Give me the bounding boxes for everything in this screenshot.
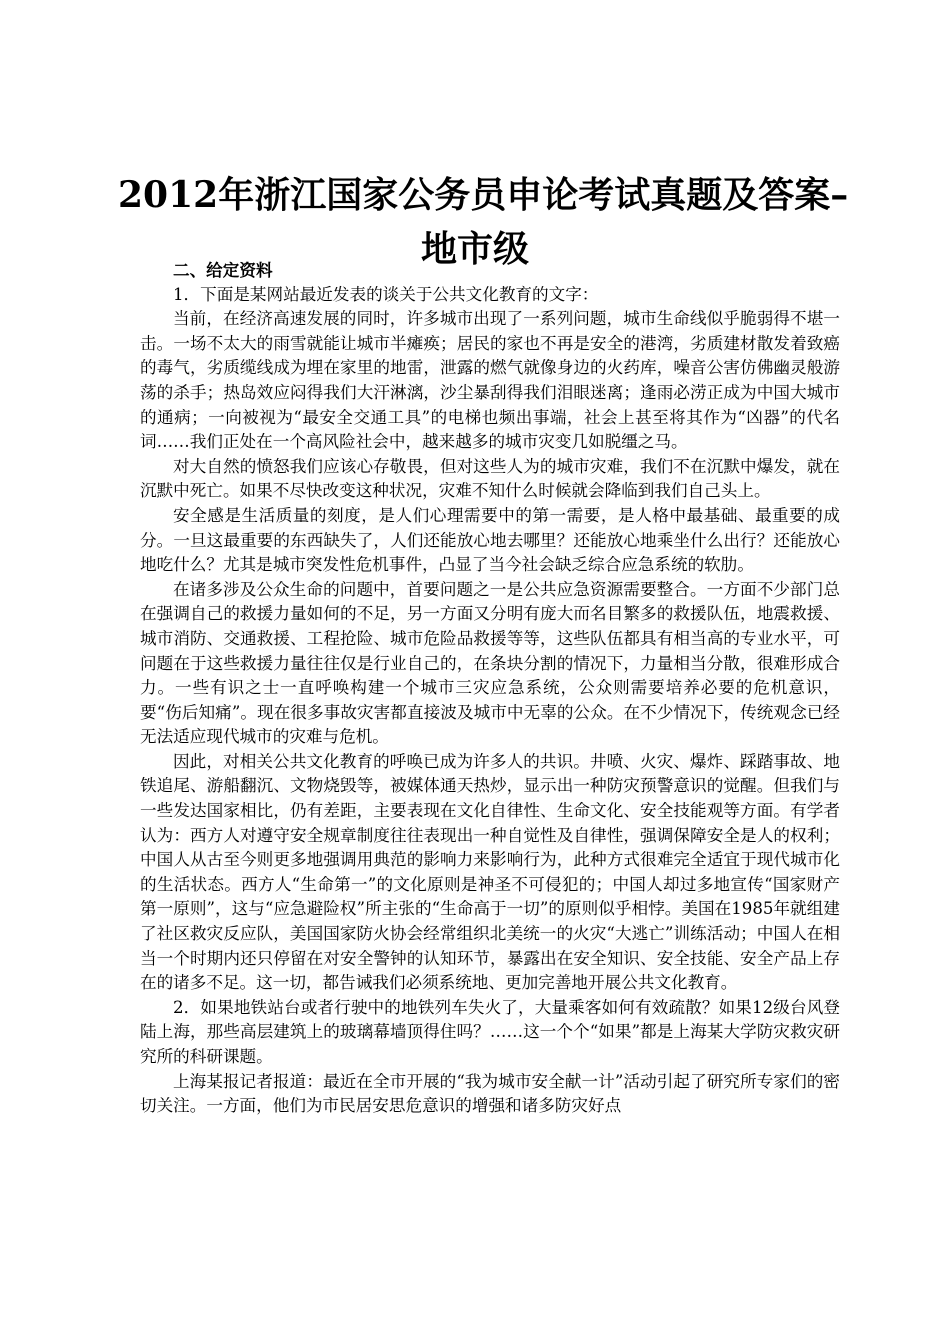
paragraph: 安全感是生活质量的刻度，是人们心理需要中的第一需要，是人格中最基础、最重要的成分。一旦这最重要的东西缺失了，人们还能放心地去哪里？还能放心地乘坐什么出行？还能放心地吃什么？尤其是城市突发性危机事件，凸显了当今社会缺乏综合应急系统的软肋。 bbox=[140, 505, 840, 575]
document-body bbox=[140, 258, 840, 1119]
section-heading: 二、给定资料 bbox=[173, 260, 273, 280]
paragraph: 2．如果地铁站台或者行驶中的地铁列车失火了，大量乘客如何有效疏散？如果12级台风登陆上海，那些高层建筑上的玻璃幕墙顶得住吗？……这一个个“如果”都是上海某大学防灾救灾研究所的科研课题。 bbox=[140, 997, 840, 1066]
paragraph: 上海某报记者报道：最近在全市开展的“我为城市安全献一计”活动引起了研究所专家们的密切关注。一方面，他们为市民居安思危意识的增强和诸多防灾好点 bbox=[140, 1071, 840, 1116]
document-title-line-2: 地市级 bbox=[420, 228, 529, 270]
paragraph: 在诸多涉及公众生命的问题中，首要问题之一是公共应急资源需要整合。一方面不少部门总在强调自己的救援力量如何的不足，另一方面又分明有庞大而名目繁多的救援队伍，地震救援、城市消防、交通救援、工程抢险、城市危险品救援等等，这些队伍都具有相当高的专业水平，可问题在于这些救援力量往往仅是行业自己的，在条块分割的情况下，力量相当分散，很难形成合力。一些有识之士一直呼唤构建一个城市三灾应急系统，公众则需要培养必要的危机意识，要“伤后知痛”。现在很多事故灾害都直接波及城市中无辜的公众。在不少情况下，传统观念已经无法适应现代城市的灾难与危机。 bbox=[140, 579, 840, 747]
document-title-line-1: 2012年浙江国家公务员申论考试真题及答案– bbox=[118, 174, 849, 216]
paragraph: 对大自然的愤怒我们应该心存敬畏，但对这些人为的城市灾难，我们不在沉默中爆发，就在沉默中死亡。如果不尽快改变这种状况，灾难不知什么时候就会降临到我们自己头上。 bbox=[140, 456, 840, 501]
paragraph: 1．下面是某网站最近发表的谈关于公共文化教育的文字： bbox=[173, 284, 599, 304]
paragraph: 因此，对相关公共文化教育的呼唤已成为许多人的共识。井喷、火灾、爆炸、踩踏事故、地铁追尾、游船翻沉、文物烧毁等，被媒体通天热炒，显示出一种防灾预警意识的觉醒。但我们与一些发达国家相比，仍有差距，主要表现在文化自律性、生命文化、安全技能观等方面。有学者认为：西方人对遵守安全规章制度往往表现出一种自觉性及自律性，强调保障安全是人的权利；中国人从古至今则更多地强调用典范的影响力来影响行为，此种方式很难完全适宜于现代城市化的生活状态。西方人“生命第一”的文化原则是神圣不可侵犯的；中国人却过多地宣传“国家财产第一原则”，这与“应急避险权”所主张的“生命高于一切”的原则似乎相悖。美国在1985年就组建了社区救灾反应队，美国国家防火协会经常组织北美统一的火灾“大逃亡”训练活动；中国人在相当一个时期内还只停留在对安全警钟的认知环节，暴露出在安全知识、安全技能、安全产品上存在的诸多不足。这一切，都告诫我们必须系统地、更加完善地开展公共文化教育。 bbox=[140, 751, 840, 993]
paragraph: 当前，在经济高速发展的同时，许多城市出现了一系列问题，城市生命线似乎脆弱得不堪一击。一场不太大的雨雪就能让城市半瘫痪；居民的家也不再是安全的港湾，劣质建材散发着致癌的毒气，劣质缆线成为埋在家里的地雷，泄露的燃气就像身边的火药库，噪音公害仿佛幽灵般游荡的杀手；热岛效应闷得我们大汗淋漓，沙尘暴刮得我们泪眼迷离；逢雨必涝正成为中国大城市的通病；一向被视为“最安全交通工具”的电梯也频出事端，社会上甚至将其作为“凶器”的代名词……我们正处在一个高风险社会中，越来越多的城市灾变几如脱缰之马。 bbox=[140, 309, 840, 452]
